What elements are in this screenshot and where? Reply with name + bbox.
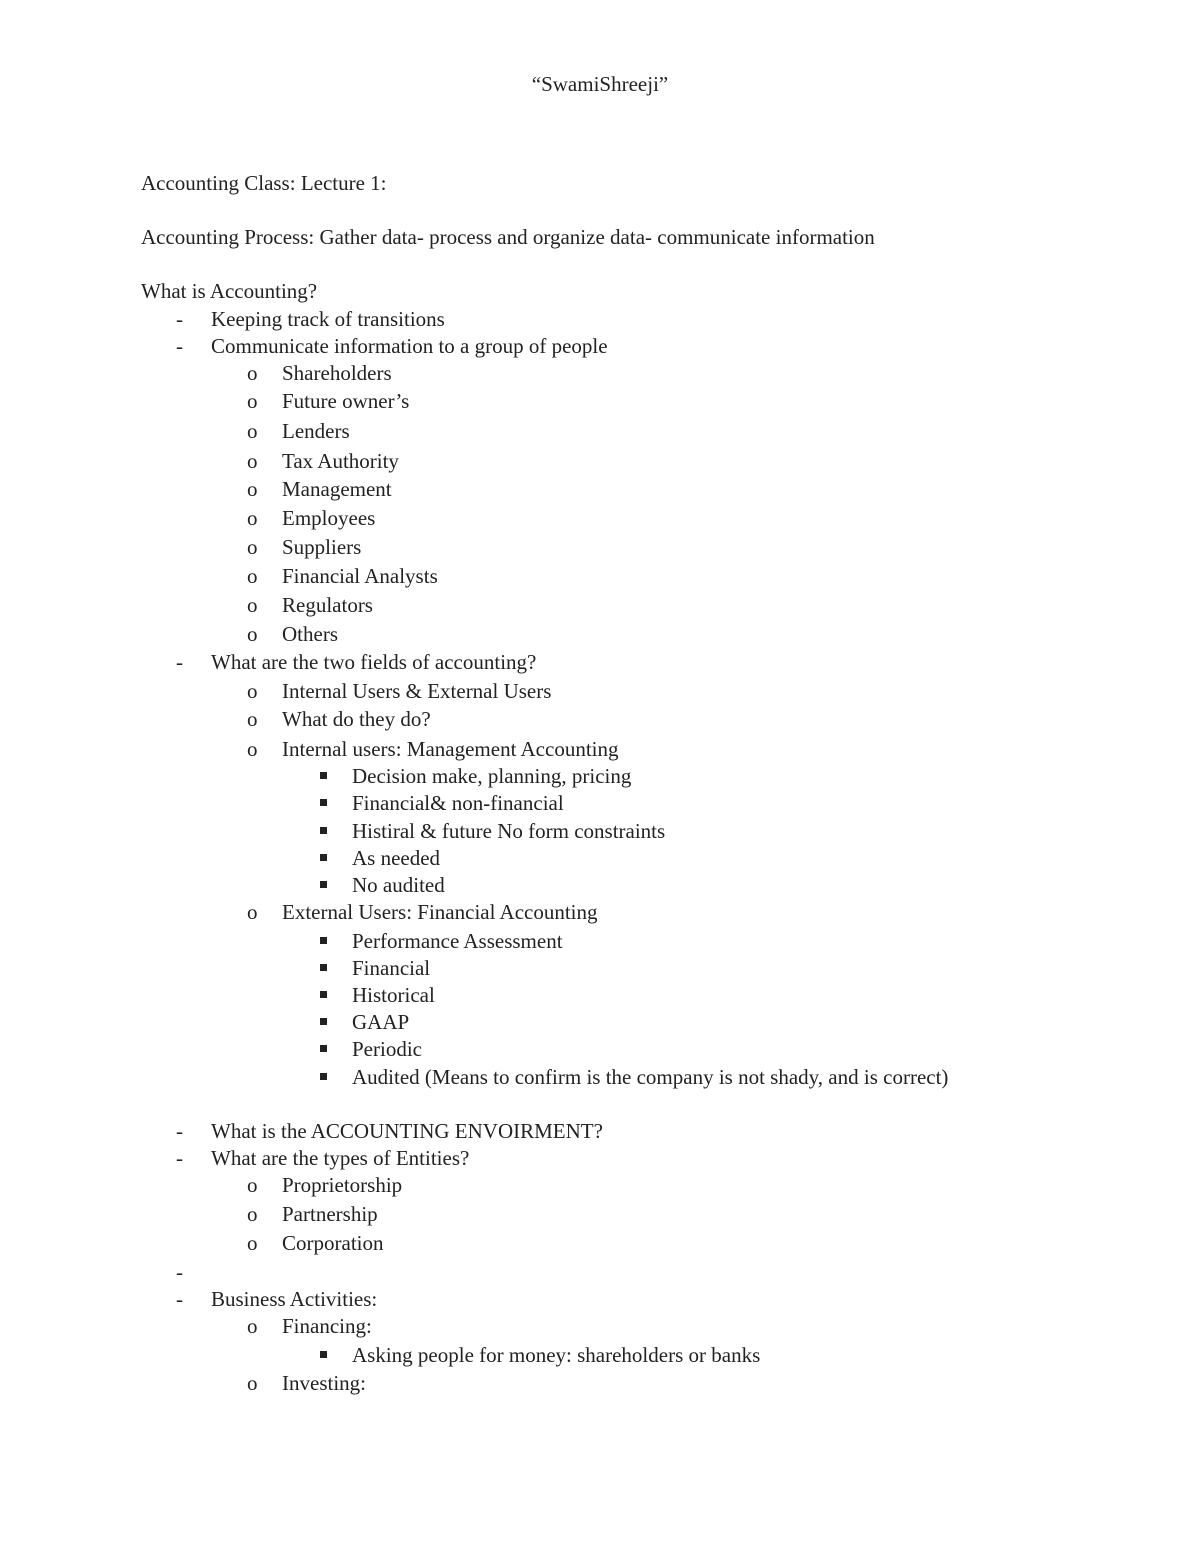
dash-bullet: -: [176, 307, 183, 331]
list-item: Partnership: [282, 1202, 378, 1226]
circle-bullet: o: [247, 1173, 258, 1197]
list-item: What do they do?: [282, 707, 431, 731]
circle-bullet: o: [247, 506, 258, 530]
what-is-accounting-question: What is Accounting?: [141, 279, 318, 303]
circle-bullet: o: [247, 1231, 258, 1255]
list-item: Audited (Means to confirm is the company is not shady, and is correct): [352, 1065, 949, 1089]
square-bullet: [320, 964, 327, 971]
list-item: What are the types of Entities?: [211, 1146, 470, 1170]
circle-bullet: o: [247, 1371, 258, 1395]
circle-bullet: o: [247, 707, 258, 731]
circle-bullet: o: [247, 535, 258, 559]
list-item: No audited: [352, 873, 445, 897]
list-item: Management: [282, 477, 392, 501]
square-bullet: [320, 937, 327, 944]
list-item: Internal users: Management Accounting: [282, 737, 619, 761]
list-item: Future owner’s: [282, 389, 410, 413]
circle-bullet: o: [247, 737, 258, 761]
list-item: Historical: [352, 983, 435, 1007]
list-item: Decision make, planning, pricing: [352, 764, 632, 788]
list-item: Financial Analysts: [282, 564, 438, 588]
list-item: Communicate information to a group of people: [211, 334, 608, 358]
square-bullet: [320, 799, 327, 806]
circle-bullet: o: [247, 449, 258, 473]
circle-bullet: o: [247, 1314, 258, 1338]
page-title: “SwamiShreeji”: [531, 72, 669, 96]
circle-bullet: o: [247, 477, 258, 501]
square-bullet: [320, 991, 327, 998]
list-item: Periodic: [352, 1037, 422, 1061]
circle-bullet: o: [247, 593, 258, 617]
list-item: Employees: [282, 506, 376, 530]
list-item: Internal Users & External Users: [282, 679, 552, 703]
list-item: External Users: Financial Accounting: [282, 900, 598, 924]
list-item: Business Activities:: [211, 1287, 378, 1311]
dash-bullet: -: [176, 1146, 183, 1170]
list-item: Tax Authority: [282, 449, 399, 473]
list-item: Suppliers: [282, 535, 362, 559]
square-bullet: [320, 1351, 327, 1358]
dash-bullet: -: [176, 334, 183, 358]
circle-bullet: o: [247, 1202, 258, 1226]
circle-bullet: o: [247, 622, 258, 646]
square-bullet: [320, 1018, 327, 1025]
list-item: Proprietorship: [282, 1173, 403, 1197]
list-item: Shareholders: [282, 361, 392, 385]
list-item: Others: [282, 622, 338, 646]
square-bullet: [320, 881, 327, 888]
list-item: What is the ACCOUNTING ENVOIRMENT?: [211, 1119, 603, 1143]
dash-bullet: -: [176, 1287, 183, 1311]
list-item: What are the two fields of accounting?: [211, 650, 537, 674]
lecture-heading: Accounting Class: Lecture 1:: [141, 171, 387, 195]
list-item: Financial& non-financial: [352, 791, 564, 815]
square-bullet: [320, 827, 327, 834]
circle-bullet: o: [247, 389, 258, 413]
dash-bullet: -: [176, 1260, 183, 1284]
dash-bullet: -: [176, 1119, 183, 1143]
accounting-process-line: Accounting Process: Gather data- process and organize data- communicate information: [141, 225, 875, 249]
list-item: Histiral & future No form constraints: [352, 819, 666, 843]
list-item: Financial: [352, 956, 431, 980]
dash-bullet: -: [176, 650, 183, 674]
list-item: Financing:: [282, 1314, 372, 1338]
circle-bullet: o: [247, 419, 258, 443]
square-bullet: [320, 1073, 327, 1080]
list-item: As needed: [352, 846, 441, 870]
circle-bullet: o: [247, 679, 258, 703]
square-bullet: [320, 772, 327, 779]
list-item: Asking people for money: shareholders or banks: [352, 1343, 761, 1367]
list-item: Investing:: [282, 1371, 366, 1395]
list-item: GAAP: [352, 1010, 410, 1034]
circle-bullet: o: [247, 900, 258, 924]
square-bullet: [320, 1045, 327, 1052]
list-item: Performance Assessment: [352, 929, 563, 953]
list-item: Regulators: [282, 593, 373, 617]
list-item: Lenders: [282, 419, 350, 443]
square-bullet: [320, 854, 327, 861]
circle-bullet: o: [247, 361, 258, 385]
circle-bullet: o: [247, 564, 258, 588]
list-item: Corporation: [282, 1231, 384, 1255]
list-item: Keeping track of transitions: [211, 307, 445, 331]
